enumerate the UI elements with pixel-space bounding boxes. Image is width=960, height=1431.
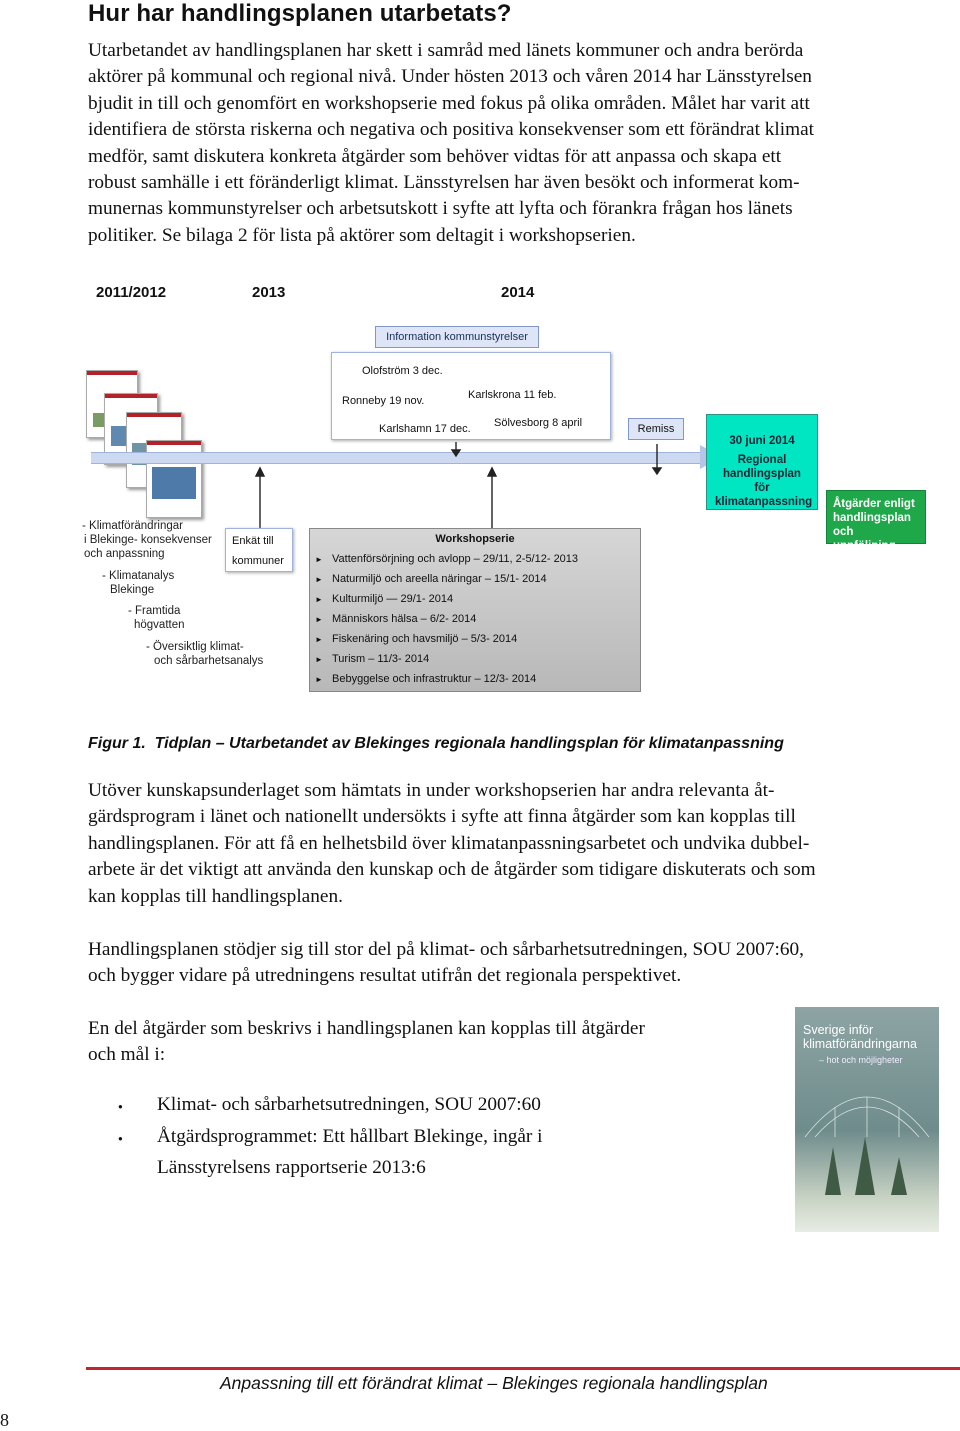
year-label: 2014 bbox=[501, 284, 535, 301]
text-line: robust samhälle i ett föränderligt klimat. Länsstyrelsen har även besökt och informerat kom- bbox=[88, 172, 800, 194]
workshop-item-text: Fiskenäring och havsmiljö – 5/3- 2014 bbox=[332, 633, 518, 645]
report-item: - Klimatanalys bbox=[102, 570, 175, 582]
page-heading: Hur har handlingsplanen utarbetats? bbox=[88, 0, 512, 27]
text-line: gärdsprogram i länet och nationellt undersökts i syfte att finna åtgärder som kan kopplas till bbox=[88, 806, 796, 828]
text-line: Utöver kunskapsunderlaget som hämtats in under workshopserien har andra relevanta åt- bbox=[88, 780, 775, 801]
deadline-text: Regional handlingsplan för klimatanpassning bbox=[715, 454, 813, 508]
report-item: högvatten bbox=[134, 619, 185, 631]
deadline-box bbox=[706, 414, 818, 510]
report-item: Blekinge bbox=[110, 584, 155, 596]
text-line: munernas kommunstyrelser och arbetsutskott i syfte att lyfta och förankra frågan hos länets bbox=[88, 198, 793, 220]
workshop-item-text: Vattenförsörjning och avlopp – 29/11, 2-5/12- 2013 bbox=[332, 553, 579, 565]
workshop-item bbox=[316, 553, 578, 565]
visit-item: Karlskrona 11 feb. bbox=[468, 389, 557, 401]
deadline-date: 30 juni 2014 bbox=[729, 435, 795, 447]
workshop-title: Workshopserie bbox=[435, 533, 515, 545]
visit-item: Karlshamn 17 dec. bbox=[379, 423, 471, 435]
bullet-icon: ● bbox=[118, 1134, 123, 1143]
book-subtitle: – hot och möjligheter bbox=[819, 1055, 903, 1065]
text-line: politiker. Se bilaga 2 för lista på aktörer som deltagit i workshopserien. bbox=[88, 224, 636, 246]
text-line: kan kopplas till handlingsplanen. bbox=[88, 885, 343, 907]
workshop-item bbox=[316, 613, 476, 625]
footer-rule bbox=[86, 1367, 960, 1370]
workshop-item-text: Människors hälsa – 6/2- 2014 bbox=[332, 613, 477, 625]
visit-item: Ronneby 19 nov. bbox=[342, 395, 425, 407]
text-line: bjudit in till och genomfört en workshopserie med fokus på olika områden. Målet har varit att bbox=[88, 92, 810, 114]
visit-item: Olofström 3 dec. bbox=[362, 365, 443, 377]
followup-box: Åtgärder enligt handlingsplan och uppföljning bbox=[826, 490, 926, 544]
workshop-item-text: Turism – 11/3- 2014 bbox=[332, 653, 430, 665]
report-item: - Översiktlig klimat- bbox=[146, 641, 244, 653]
footer-text: Anpassning till ett förändrat klimat – Blekinges regionala handlingsplan bbox=[220, 1373, 768, 1393]
intro-paragraph bbox=[88, 38, 948, 249]
info-label: Information kommunstyrelser bbox=[375, 326, 539, 348]
report-item: och anpassning bbox=[84, 548, 165, 560]
text-line: handlingsplanen. För att få en helhetsbild över klimatanpassningsarbetet och undvika dubbel- bbox=[88, 832, 810, 854]
year-label: 2011/2012 bbox=[96, 284, 167, 301]
text-line: Handlingsplanen stödjer sig till stor del på klimat- och sårbarhetsutredningen, SOU 2007:60, bbox=[88, 939, 804, 960]
text-line: aktörer på kommunal och regional nivå. Under hösten 2013 och våren 2014 har Länsstyrelsen bbox=[88, 66, 812, 88]
visits-box bbox=[331, 352, 611, 440]
workshop-item-text: Kulturmiljö — 29/1- 2014 bbox=[332, 593, 454, 605]
report-photo bbox=[152, 467, 196, 499]
remiss-box: Remiss bbox=[628, 418, 684, 440]
figure-caption bbox=[88, 735, 784, 753]
survey-box: Enkät till kommuner bbox=[225, 528, 293, 572]
text-line: medför, samt diskutera konkreta åtgärder som behöver vidtas för att anpassa och skapa ett bbox=[88, 145, 782, 167]
workshop-item bbox=[316, 633, 517, 645]
report-item: i Blekinge- konsekvenser bbox=[84, 534, 212, 546]
bullet-item: Länsstyrelsens rapportserie 2013:6 bbox=[157, 1157, 426, 1178]
paragraph-4 bbox=[88, 1016, 768, 1069]
workshop-item-text: Bebyggelse och infrastruktur – 12/3- 2014 bbox=[332, 673, 537, 685]
report-stripe bbox=[87, 371, 137, 375]
workshop-item bbox=[316, 653, 429, 665]
bullet-icon: ● bbox=[118, 1102, 123, 1111]
year-label: 2013 bbox=[252, 284, 286, 301]
connector-arrows bbox=[220, 440, 700, 530]
visit-item: Sölvesborg 8 april bbox=[494, 417, 583, 429]
report-stripe bbox=[127, 413, 181, 417]
workshop-item bbox=[316, 573, 547, 585]
text-line: identifiera de största riskerna och negativa och positiva konsekvenser som ett förändrat klimat bbox=[88, 119, 815, 141]
text-line: och mål i: bbox=[88, 1044, 166, 1066]
bullet-item: Åtgärdsprogrammet: Ett hållbart Blekinge, ingår i bbox=[157, 1126, 543, 1147]
report-item: och sårbarhetsanalys bbox=[154, 655, 264, 667]
paragraph-2 bbox=[88, 778, 948, 910]
text-line: En del åtgärder som beskrivs i handlingsplanen kan kopplas till åtgärder bbox=[88, 1018, 645, 1039]
book-cover-image bbox=[795, 1007, 939, 1232]
workshop-item bbox=[316, 593, 453, 605]
caption-label: Figur 1. bbox=[88, 735, 146, 752]
report-stripe bbox=[105, 394, 157, 398]
book-title: Sverige inför klimatförändringarna bbox=[803, 1023, 917, 1051]
page-number: 8 bbox=[0, 1410, 9, 1430]
paragraph-3 bbox=[88, 937, 948, 990]
caption-text: Tidplan – Utarbetandet av Blekinges regionala handlingsplan för klimatanpassning bbox=[154, 735, 784, 752]
text-line: Utarbetandet av handlingsplanen har skett i samråd med länets kommuner och andra berörda bbox=[88, 40, 804, 61]
workshop-item bbox=[316, 673, 536, 685]
text-line: och bygger vidare på utredningens resultat utifrån det regionala perspektivet. bbox=[88, 965, 682, 987]
bullet-item: Klimat- och sårbarhetsutredningen, SOU 2007:60 bbox=[157, 1094, 541, 1115]
report-item: - Framtida bbox=[128, 605, 181, 617]
report-item: - Klimatförändringar bbox=[82, 520, 183, 532]
text-line: arbete är det viktigt att använda den kunskap och de åtgärder som tidigare diskuterats och som bbox=[88, 859, 816, 881]
book-illustration bbox=[795, 1077, 939, 1197]
workshop-item-text: Naturmiljö och areella näringar – 15/1- 2014 bbox=[332, 573, 547, 585]
report-stripe bbox=[147, 441, 201, 445]
